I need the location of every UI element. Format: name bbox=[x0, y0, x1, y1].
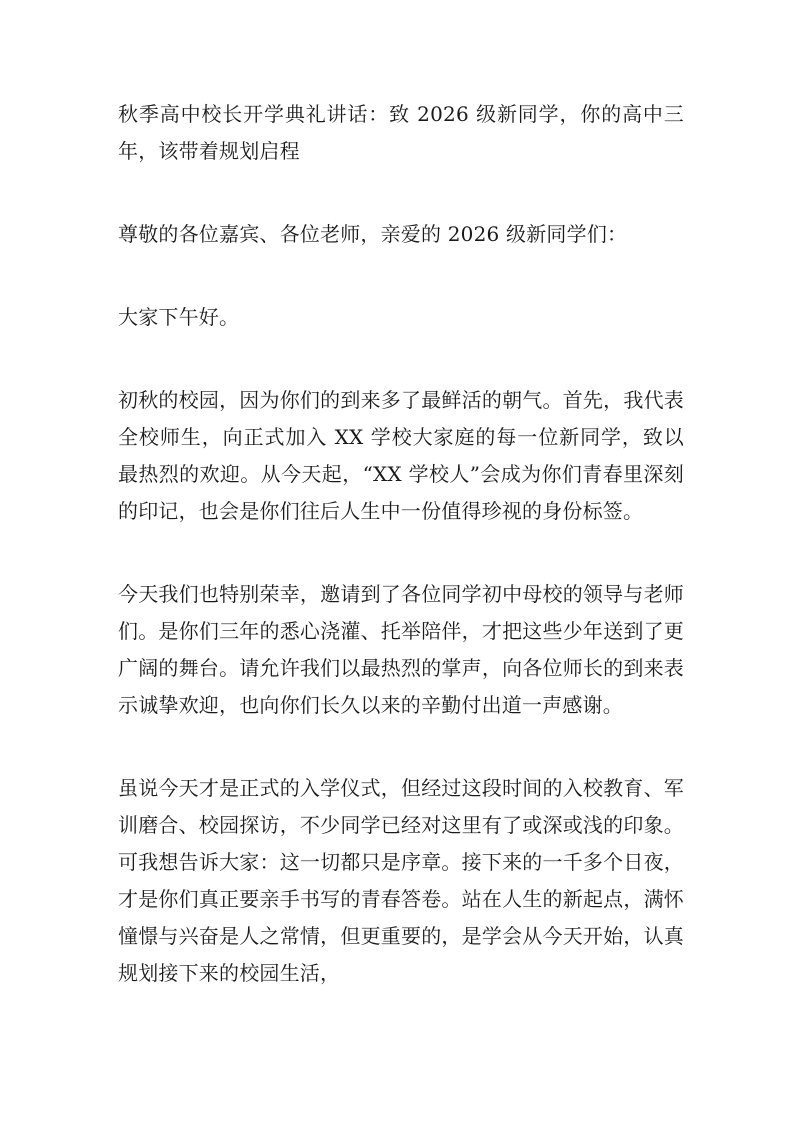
speech-title: 秋季高中校长开学典礼讲话：致 2026 级新同学，你的高中三年，该带着规划启程 bbox=[118, 102, 684, 163]
document-body bbox=[118, 96, 684, 1038]
greeting-paragraph: 大家下午好。 bbox=[118, 305, 240, 329]
salutation-paragraph: 尊敬的各位嘉宾、各位老师，亲爱的 2026 级新同学们： bbox=[118, 222, 628, 246]
planning-paragraph: 虽说今天才是正式的入学仪式，但经过这段时间的入校教育、军训磨合、校园探访，不少同学已经对这里有了或深或浅的印象。可我想告诉大家：这一切都只是序章。接下来的一千多个日夜，才是你们真正要亲手书写的青春答卷。站在人生的新起点，满怀憧憬与兴奋是人之常情，但更重要的，是学会从今天开始，认真规划接下来的校园生活， bbox=[118, 776, 684, 985]
thanks-paragraph: 今天我们也特别荣幸，邀请到了各位同学初中母校的领导与老师们。是你们三年的悉心浇灌、托举陪伴，才把这些少年送到了更广阔的舞台。请允许我们以最热烈的掌声，向各位师长的到来表示诚挚欢迎，也向你们长久以来的辛勤付出道一声感谢。 bbox=[118, 582, 684, 717]
welcome-paragraph: 初秋的校园，因为你们的到来多了最鲜活的朝气。首先，我代表全校师生，向正式加入 XX 学校大家庭的每一位新同学，致以最热烈的欢迎。从今天起，“XX 学校人”会成为你们青春里深刻的印记，也会是你们往后人生中一份值得珍视的身份标签。 bbox=[118, 388, 684, 523]
